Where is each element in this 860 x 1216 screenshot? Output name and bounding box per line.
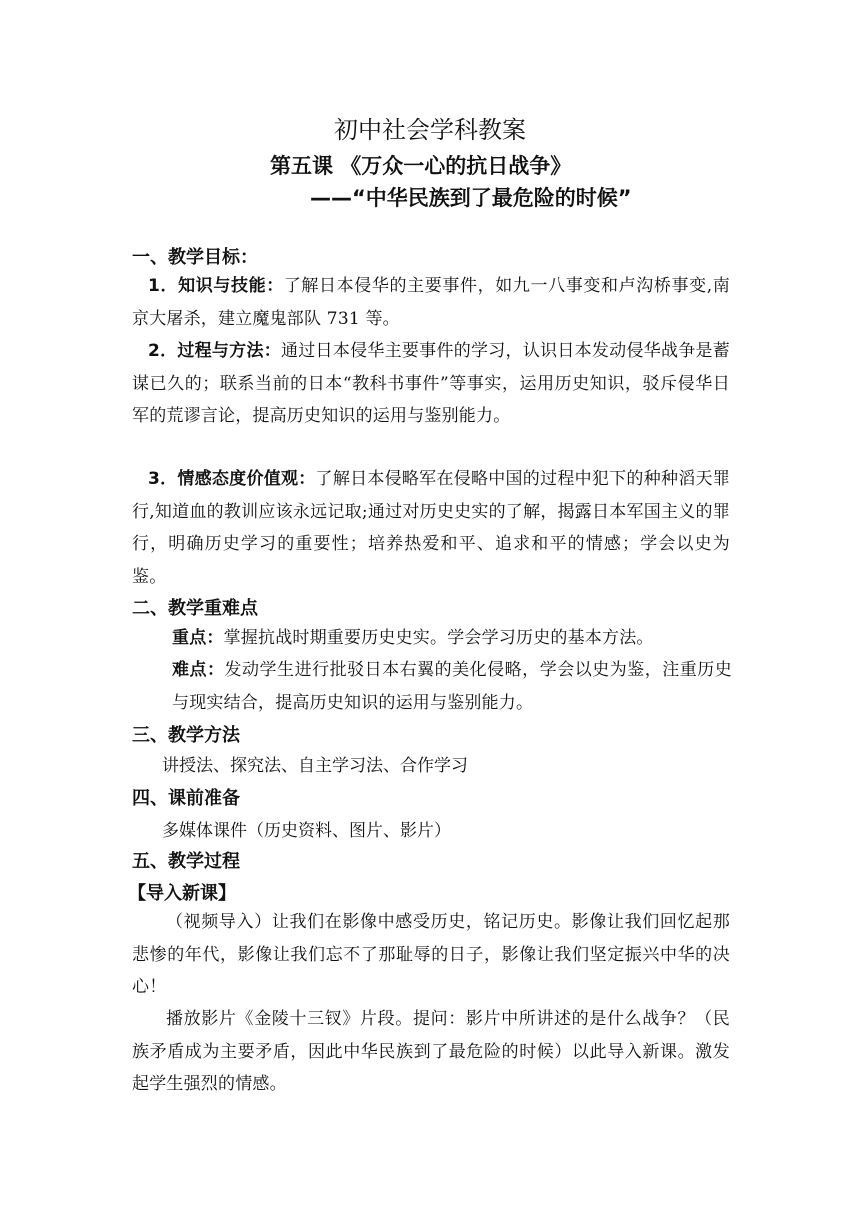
goal-knowledge-text: 了解日本侵华的主要事件，如九一八事变和卢沟桥事变,南京大屠杀，建立魔鬼部队 731 等。	[132, 276, 730, 329]
goal-emotion-label: 3．情感态度价值观：	[148, 469, 316, 489]
lesson-title: 第五课 《万众一心的抗日战争》	[270, 154, 572, 178]
goal-knowledge-skills	[132, 270, 730, 335]
goal-process-label: 2．过程与方法：	[148, 341, 282, 361]
intro-paragraph-1: （视频导入）让我们在影像中感受历史，铭记历史。影像让我们回忆起那悲惨的年代，影像让我们忘不了那耻辱的日子，影像让我们坚定振兴中华的决心！	[132, 912, 730, 997]
lesson-subtitle: ——“中华民族到了最危险的时候”	[310, 186, 632, 210]
intro-heading: 【导入新课】	[128, 883, 236, 904]
section-heading-teaching-methods: 三、教学方法	[132, 725, 240, 746]
section-heading-key-points: 二、教学重难点	[132, 598, 258, 619]
goal-emotion-text: 了解日本侵略军在侵略中国的过程中犯下的种种滔天罪行,知道血的教训应该永远记取;通过对历史史实的了解，揭露日本军国主义的罪行，明确历史学习的重要性；培养热爱和平、追求和平的情感；学会以史为鉴。	[132, 469, 730, 587]
teaching-methods-text: 讲授法、探究法、自主学习法、合作学习	[162, 756, 468, 776]
goal-knowledge-label: 1．知识与技能：	[148, 276, 284, 296]
difficulty-point-text: 发动学生进行批驳日本右翼的美化侵略，学会以史为鉴，注重历史与现实结合，提高历史知识的运用与鉴别能力。	[172, 660, 732, 713]
goal-process-methods	[132, 335, 730, 433]
key-point	[172, 622, 732, 655]
difficulty-point-label: 难点：	[172, 660, 225, 680]
section-heading-preparation: 四、课前准备	[132, 788, 240, 809]
section-heading-teaching-process: 五、教学过程	[132, 851, 240, 872]
preparation-text: 多媒体课件（历史资料、图片、影片）	[162, 821, 451, 841]
goal-emotion-values	[132, 463, 730, 593]
document-title: 初中社会学科教案	[334, 116, 526, 144]
key-point-label: 重点：	[172, 628, 224, 648]
section-heading-teaching-goals: 一、教学目标：	[132, 247, 258, 268]
intro-paragraph-2: 播放影片《金陵十三钗》片段。提问：影片中所讲述的是什么战争？（民族矛盾成为主要矛盾，因此中华民族到了最危险的时候）以此导入新课。激发起学生强烈的情感。	[132, 1009, 730, 1094]
difficulty-point	[172, 654, 732, 719]
key-point-text: 掌握抗战时期重要历史史实。学会学习历史的基本方法。	[223, 628, 654, 648]
goal-process-text: 通过日本侵华主要事件的学习，认识日本发动侵华战争是蓄谋已久的；联系当前的日本“教科书事件”等事实，运用历史知识，驳斥侵华日军的荒谬言论，提高历史知识的运用与鉴别能力。	[132, 341, 731, 426]
